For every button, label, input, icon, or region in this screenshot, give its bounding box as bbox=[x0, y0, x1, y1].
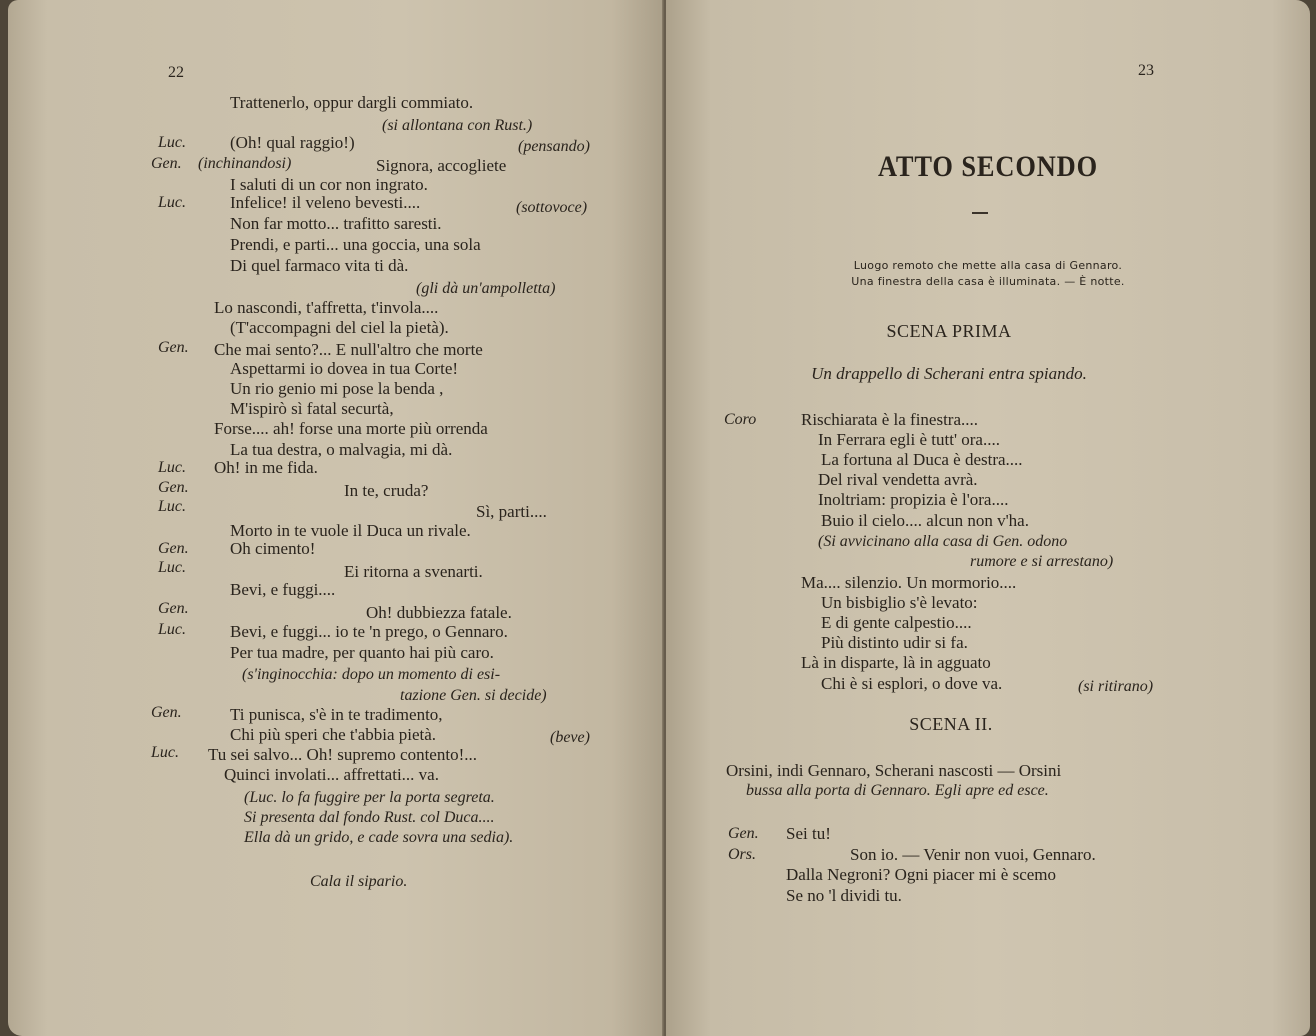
verse-line: Signora, accogliete bbox=[376, 156, 507, 175]
verse-line: Sei tu! bbox=[786, 824, 831, 843]
verse-line: La fortuna al Duca è destra.... bbox=[821, 450, 1023, 469]
stage-direction: (Luc. lo fa fuggire per la porta segreta. bbox=[244, 789, 495, 806]
speaker-label: Gen. bbox=[151, 704, 182, 721]
speaker-label: Luc. bbox=[158, 498, 186, 515]
speaker-label: Luc. bbox=[158, 134, 186, 151]
stage-direction: (inchinandosi) bbox=[198, 155, 292, 172]
verse-line: Oh cimento! bbox=[230, 539, 316, 558]
verse-line: M'ispirò sì fatal securtà, bbox=[230, 399, 394, 418]
verse-line: In te, cruda? bbox=[344, 481, 429, 500]
stage-direction: (si allontana con Rust.) bbox=[382, 117, 533, 134]
verse-line: Aspettarmi io dovea in tua Corte! bbox=[230, 359, 459, 378]
speaker-label: Gen. bbox=[728, 825, 759, 842]
verse-line: Ma.... silenzio. Un mormorio.... bbox=[801, 573, 1017, 592]
verse-line: Lo nascondi, t'affretta, t'invola.... bbox=[214, 298, 439, 317]
scene-heading: SCENA PRIMA bbox=[886, 321, 1012, 341]
verse-line: Trattenerlo, oppur dargli commiato. bbox=[230, 93, 474, 112]
scene-intro: Orsini, indi Gennaro, Scherani nascosti — Orsini bbox=[726, 761, 1062, 780]
verse-line: Quinci involati... affrettati... va. bbox=[224, 765, 439, 784]
stage-direction: (sottovoce) bbox=[516, 199, 588, 216]
verse-line: Tu sei salvo... Oh! supremo contento!... bbox=[208, 745, 477, 764]
stage-direction: (s'inginocchia: dopo un momento di esi- bbox=[242, 666, 501, 683]
verse-line: Più distinto udir si fa. bbox=[821, 633, 968, 652]
verse-line: Morto in te vuole il Duca un rivale. bbox=[230, 521, 471, 540]
title-rule bbox=[972, 212, 988, 214]
verse-line: In Ferrara egli è tutt' ora.... bbox=[818, 430, 1000, 449]
verse-line: Sì, parti.... bbox=[476, 502, 547, 521]
speaker-label: Ors. bbox=[728, 846, 757, 863]
verse-line: Prendi, e parti... una goccia, una sola bbox=[230, 235, 481, 254]
right-page bbox=[666, 0, 1310, 1036]
verse-line: Oh! dubbiezza fatale. bbox=[366, 603, 512, 622]
setting-description: Una finestra della casa è illuminata. — È notte. bbox=[851, 275, 1125, 288]
speaker-label: Gen. bbox=[158, 339, 189, 356]
verse-line: Infelice! il veleno bevesti.... bbox=[230, 193, 421, 212]
verse-line: Oh! in me fida. bbox=[214, 458, 318, 477]
verse-line: Che mai sento?... E null'altro che morte bbox=[214, 340, 483, 359]
stage-direction: Si presenta dal fondo Rust. col Duca.... bbox=[244, 809, 495, 826]
scene-heading: SCENA II. bbox=[909, 714, 993, 734]
verse-line: Inoltriam: propizia è l'ora.... bbox=[818, 490, 1009, 509]
speaker-label: Luc. bbox=[151, 744, 179, 761]
stage-direction: (gli dà un'ampolletta) bbox=[416, 280, 556, 297]
stage-direction: (Si avvicinano alla casa di Gen. odono bbox=[818, 533, 1068, 550]
verse-line: (Oh! qual raggio!) bbox=[230, 133, 355, 152]
verse-line: Non far motto... trafitto saresti. bbox=[230, 214, 442, 233]
verse-line: Del rival vendetta avrà. bbox=[818, 470, 978, 489]
stage-direction: rumore e si arrestano) bbox=[970, 553, 1114, 570]
verse-line: I saluti di un cor non ingrato. bbox=[230, 175, 428, 194]
page-number: 23 bbox=[1138, 62, 1154, 79]
curtain-direction: Cala il sipario. bbox=[310, 873, 408, 890]
stage-direction: Un drappello di Scherani entra spiando. bbox=[811, 364, 1087, 383]
stage-direction: tazione Gen. si decide) bbox=[400, 687, 547, 704]
verse-line: Se no 'l dividi tu. bbox=[786, 886, 902, 905]
speaker-label: Coro bbox=[724, 411, 757, 428]
speaker-label: Luc. bbox=[158, 559, 186, 576]
verse-line: Son io. — Venir non vuoi, Gennaro. bbox=[850, 845, 1096, 864]
stage-direction: (si ritirano) bbox=[1078, 678, 1154, 695]
speaker-label: Gen. bbox=[158, 600, 189, 617]
verse-line: Rischiarata è la finestra.... bbox=[801, 410, 979, 429]
act-title: ATTO SECONDO bbox=[877, 150, 1099, 183]
verse-line: E di gente calpestio.... bbox=[821, 613, 972, 632]
verse-line: Là in disparte, là in agguato bbox=[801, 653, 991, 672]
verse-line: Bevi, e fuggi... io te 'n prego, o Gennaro. bbox=[230, 622, 508, 641]
verse-line: Ei ritorna a svenarti. bbox=[344, 562, 483, 581]
scene-intro: bussa alla porta di Gennaro. Egli apre ed esce. bbox=[746, 782, 1049, 799]
verse-line: Forse.... ah! forse una morte più orrenda bbox=[214, 419, 488, 438]
verse-line: Chi più speri che t'abbia pietà. bbox=[230, 725, 437, 744]
verse-line: Chi è si esplori, o dove va. bbox=[821, 674, 1003, 693]
verse-line: Bevi, e fuggi.... bbox=[230, 580, 336, 599]
verse-line: Buio il cielo.... alcun non v'ha. bbox=[821, 511, 1029, 530]
verse-line: Di quel farmaco vita ti dà. bbox=[230, 256, 409, 275]
stage-direction: (pensando) bbox=[518, 138, 590, 155]
verse-line: Dalla Negroni? Ogni piacer mi è scemo bbox=[786, 865, 1057, 884]
verse-line: Per tua madre, per quanto hai più caro. bbox=[230, 643, 494, 662]
verse-line: Un bisbiglio s'è levato: bbox=[821, 593, 978, 612]
speaker-label: Luc. bbox=[158, 621, 186, 638]
speaker-label: Gen. bbox=[158, 479, 189, 496]
verse-line: (T'accompagni del ciel la pietà). bbox=[230, 318, 449, 337]
left-page bbox=[8, 0, 664, 1036]
stage-direction: (beve) bbox=[550, 729, 590, 746]
verse-line: Un rio genio mi pose la benda , bbox=[230, 379, 444, 398]
verse-line: La tua destra, o malvagia, mi dà. bbox=[230, 440, 453, 459]
stage-direction: Ella dà un grido, e cade sovra una sedia). bbox=[244, 829, 514, 846]
page-number: 22 bbox=[168, 64, 184, 81]
speaker-label: Luc. bbox=[158, 194, 186, 211]
verse-line: Ti punisca, s'è in te tradimento, bbox=[230, 705, 443, 724]
speaker-label: Gen. bbox=[151, 155, 182, 172]
setting-description: Luogo remoto che mette alla casa di Gennaro. bbox=[853, 259, 1123, 272]
speaker-label: Luc. bbox=[158, 459, 186, 476]
speaker-label: Gen. bbox=[158, 540, 189, 557]
